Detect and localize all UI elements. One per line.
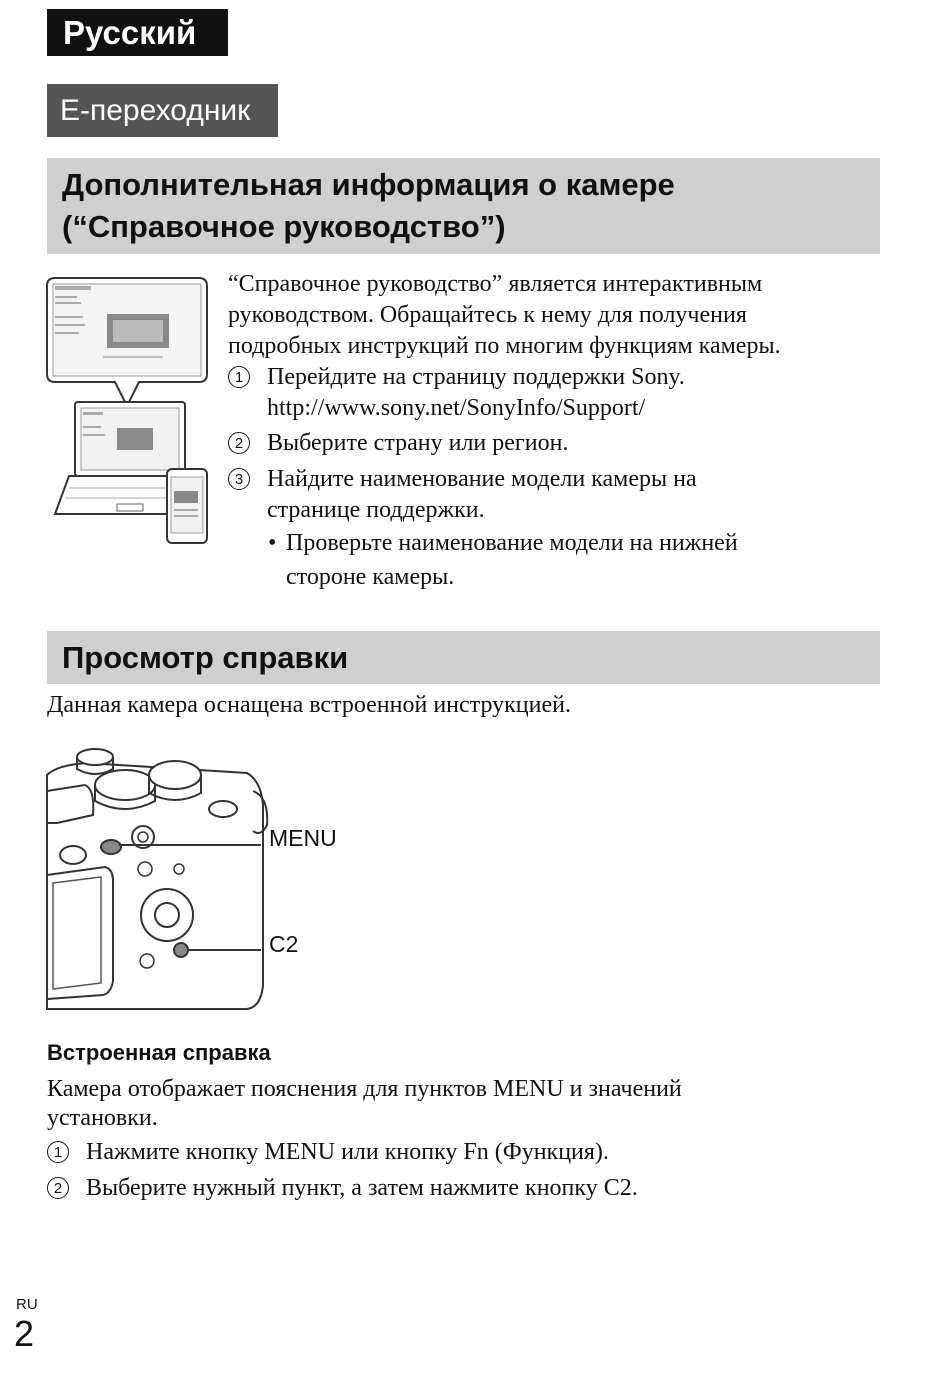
help-step-1 (47, 1137, 609, 1168)
intro-paragraph (228, 269, 781, 362)
step-text: Выберите нужный пункт, а затем нажмите кнопку C2. (86, 1175, 638, 1201)
step-number: 1 (47, 1141, 69, 1163)
desc-line: Камера отображает пояснения для пунктов MENU и значений (47, 1076, 682, 1102)
bullet-dot: • (268, 530, 277, 556)
bullet-note (268, 528, 738, 593)
step-number: 1 (228, 366, 250, 388)
support-url-link[interactable]: http://www.sony.net/SonyInfo/Support/ (267, 395, 646, 421)
subheading-builtin-help: Встроенная справка (47, 1040, 271, 1065)
bullet-text: Проверьте наименование модели на нижней (286, 530, 738, 556)
section-heading-help: Просмотр справки (47, 631, 880, 684)
step-text: Нажмите кнопку MENU или кнопку Fn (Функция). (86, 1139, 609, 1165)
builtin-help-desc (47, 1074, 682, 1134)
step-number: 2 (228, 432, 250, 454)
camera-illustration (47, 745, 347, 1015)
step-2 (228, 428, 568, 459)
step-1 (228, 362, 685, 424)
step-number: 3 (228, 468, 250, 490)
intro-line: “Справочное руководство” является интерактивным (228, 271, 763, 297)
page-number: 2 (14, 1313, 35, 1354)
menu-callout-label: MENU (269, 825, 337, 851)
heading-line: Дополнительная информация о камере (62, 167, 675, 202)
step-text: странице поддержки. (267, 497, 485, 523)
help-guide-illustration (47, 276, 217, 551)
c2-callout-label: C2 (269, 931, 299, 957)
help-step-2 (47, 1173, 638, 1204)
section-tab: E-переходник (47, 84, 278, 137)
step-text: Найдите наименование модели камеры на (267, 466, 697, 492)
help-intro: Данная камера оснащена встроенной инструкцией. (47, 692, 571, 718)
section-heading-guide (47, 158, 880, 254)
heading-line: (“Справочное руководство”) (62, 209, 506, 244)
intro-line: подробных инструкций по многим функциям камеры. (228, 333, 781, 359)
bullet-text: стороне камеры. (286, 564, 455, 590)
intro-line: руководством. Обращайтесь к нему для получения (228, 302, 747, 328)
step-text: Выберите страну или регион. (267, 430, 569, 456)
desc-line: установки. (47, 1105, 158, 1131)
step-3 (228, 464, 697, 526)
footer-language-code: RU (16, 1296, 38, 1313)
step-text: Перейдите на страницу поддержки Sony. (267, 364, 685, 390)
step-number: 2 (47, 1177, 69, 1199)
language-tab: Русский (47, 9, 228, 56)
